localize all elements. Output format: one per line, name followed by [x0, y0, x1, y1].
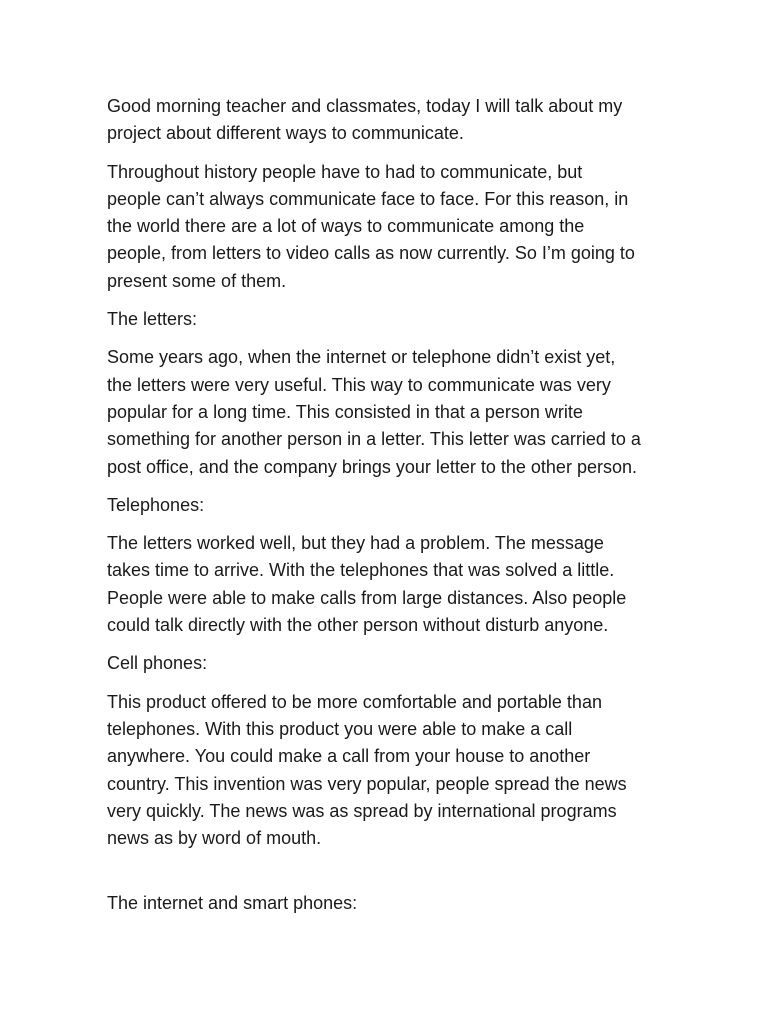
text-line: takes time to arrive. With the telephones that was solved a little. [107, 560, 615, 581]
text-line: Some years ago, when the internet or telephone didn’t exist yet, [107, 347, 616, 368]
text-line: the letters were very useful. This way to communicate was very [107, 374, 611, 395]
text-line: The internet and smart phones: [107, 893, 358, 914]
text-line: the world there are a lot of ways to communicate among the [107, 216, 585, 237]
text-line: post office, and the company brings your letter to the other person. [107, 456, 637, 477]
text-line: could talk directly with the other person without disturb anyone. [107, 615, 609, 636]
text-line: country. This invention was very popular, people spread the news [107, 773, 627, 794]
heading-letters [107, 306, 669, 333]
text-line: very quickly. The news was as spread by international programs [107, 800, 617, 821]
text-line: telephones. With this product you were able to make a call [107, 718, 573, 739]
text-line: Cell phones: [107, 653, 208, 674]
text-line: The letters: [107, 309, 198, 330]
text-line: Throughout history people have to had to communicate, but [107, 161, 583, 182]
text-line: People were able to make calls from large distances. Also people [107, 587, 627, 608]
paragraph-telephones [107, 530, 669, 639]
text-line: anywhere. You could make a call from your house to another [107, 746, 591, 767]
text-line: Good morning teacher and classmates, today I will talk about my [107, 96, 623, 116]
paragraph-history [107, 159, 669, 295]
text-line: news as by word of mouth. [107, 828, 322, 849]
text-line: This product offered to be more comfortable and portable than [107, 691, 602, 712]
heading-internet [107, 890, 669, 917]
text-line: people can’t always communicate face to face. For this reason, in [107, 188, 629, 209]
paragraph-cell-phones [107, 689, 669, 853]
paragraph-letters [107, 344, 669, 480]
paragraph-intro [107, 93, 669, 148]
text-line: The letters worked well, but they had a problem. The message [107, 533, 604, 554]
text-line: present some of them. [107, 270, 287, 291]
text-line: something for another person in a letter. This letter was carried to a [107, 429, 641, 450]
heading-telephones [107, 492, 669, 519]
text-line: project about different ways to communicate. [107, 123, 464, 144]
text-line: people, from letters to video calls as now currently. So I’m going to [107, 243, 635, 264]
heading-cell-phones [107, 650, 669, 677]
document-body [107, 93, 669, 929]
text-line: Telephones: [107, 494, 205, 515]
empty-line [107, 863, 669, 890]
text-line: popular for a long time. This consisted in that a person write [107, 401, 583, 422]
